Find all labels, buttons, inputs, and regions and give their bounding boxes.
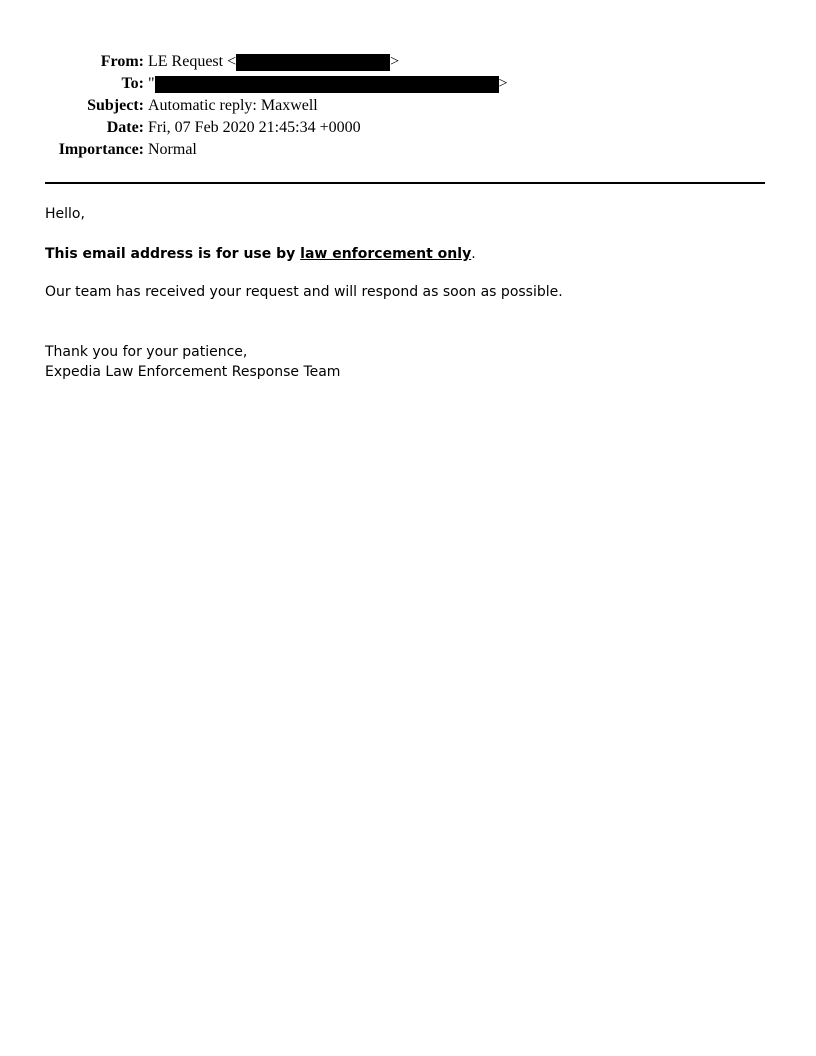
email-header — [0, 51, 816, 161]
greeting: Hello, — [45, 206, 85, 222]
received-message: Our team has received your request and will respond as soon as possible. — [45, 284, 563, 300]
subject-value: Automatic reply: Maxwell — [148, 97, 318, 114]
subject-label: Subject: — [87, 97, 144, 114]
notice-suffix: . — [471, 246, 476, 262]
header-divider — [45, 182, 765, 184]
from-close-bracket: > — [390, 53, 400, 70]
from-row — [0, 51, 816, 73]
importance-row — [0, 139, 816, 161]
to-row — [0, 73, 816, 95]
from-value — [148, 51, 399, 73]
to-open-quote: " — [148, 75, 155, 92]
date-row — [0, 117, 816, 139]
importance-label: Importance: — [58, 141, 144, 158]
redacted-to-address — [155, 76, 499, 93]
date-value: Fri, 07 Feb 2020 21:45:34 +0000 — [148, 119, 361, 136]
date-label: Date: — [106, 119, 144, 136]
redacted-from-address — [236, 54, 390, 71]
law-enforcement-only-text: law enforcement only — [300, 246, 472, 262]
from-label: From: — [100, 53, 144, 70]
to-value — [148, 73, 508, 95]
notice-prefix: This email address is for use by — [45, 246, 301, 262]
importance-value: Normal — [148, 141, 197, 158]
signature: Expedia Law Enforcement Response Team — [45, 364, 341, 380]
to-label: To: — [121, 75, 144, 92]
law-enforcement-notice — [45, 244, 476, 264]
from-name: LE Request < — [148, 53, 237, 70]
subject-row — [0, 95, 816, 117]
to-close-bracket: > — [498, 75, 508, 92]
thanks-line: Thank you for your patience, — [45, 344, 248, 360]
